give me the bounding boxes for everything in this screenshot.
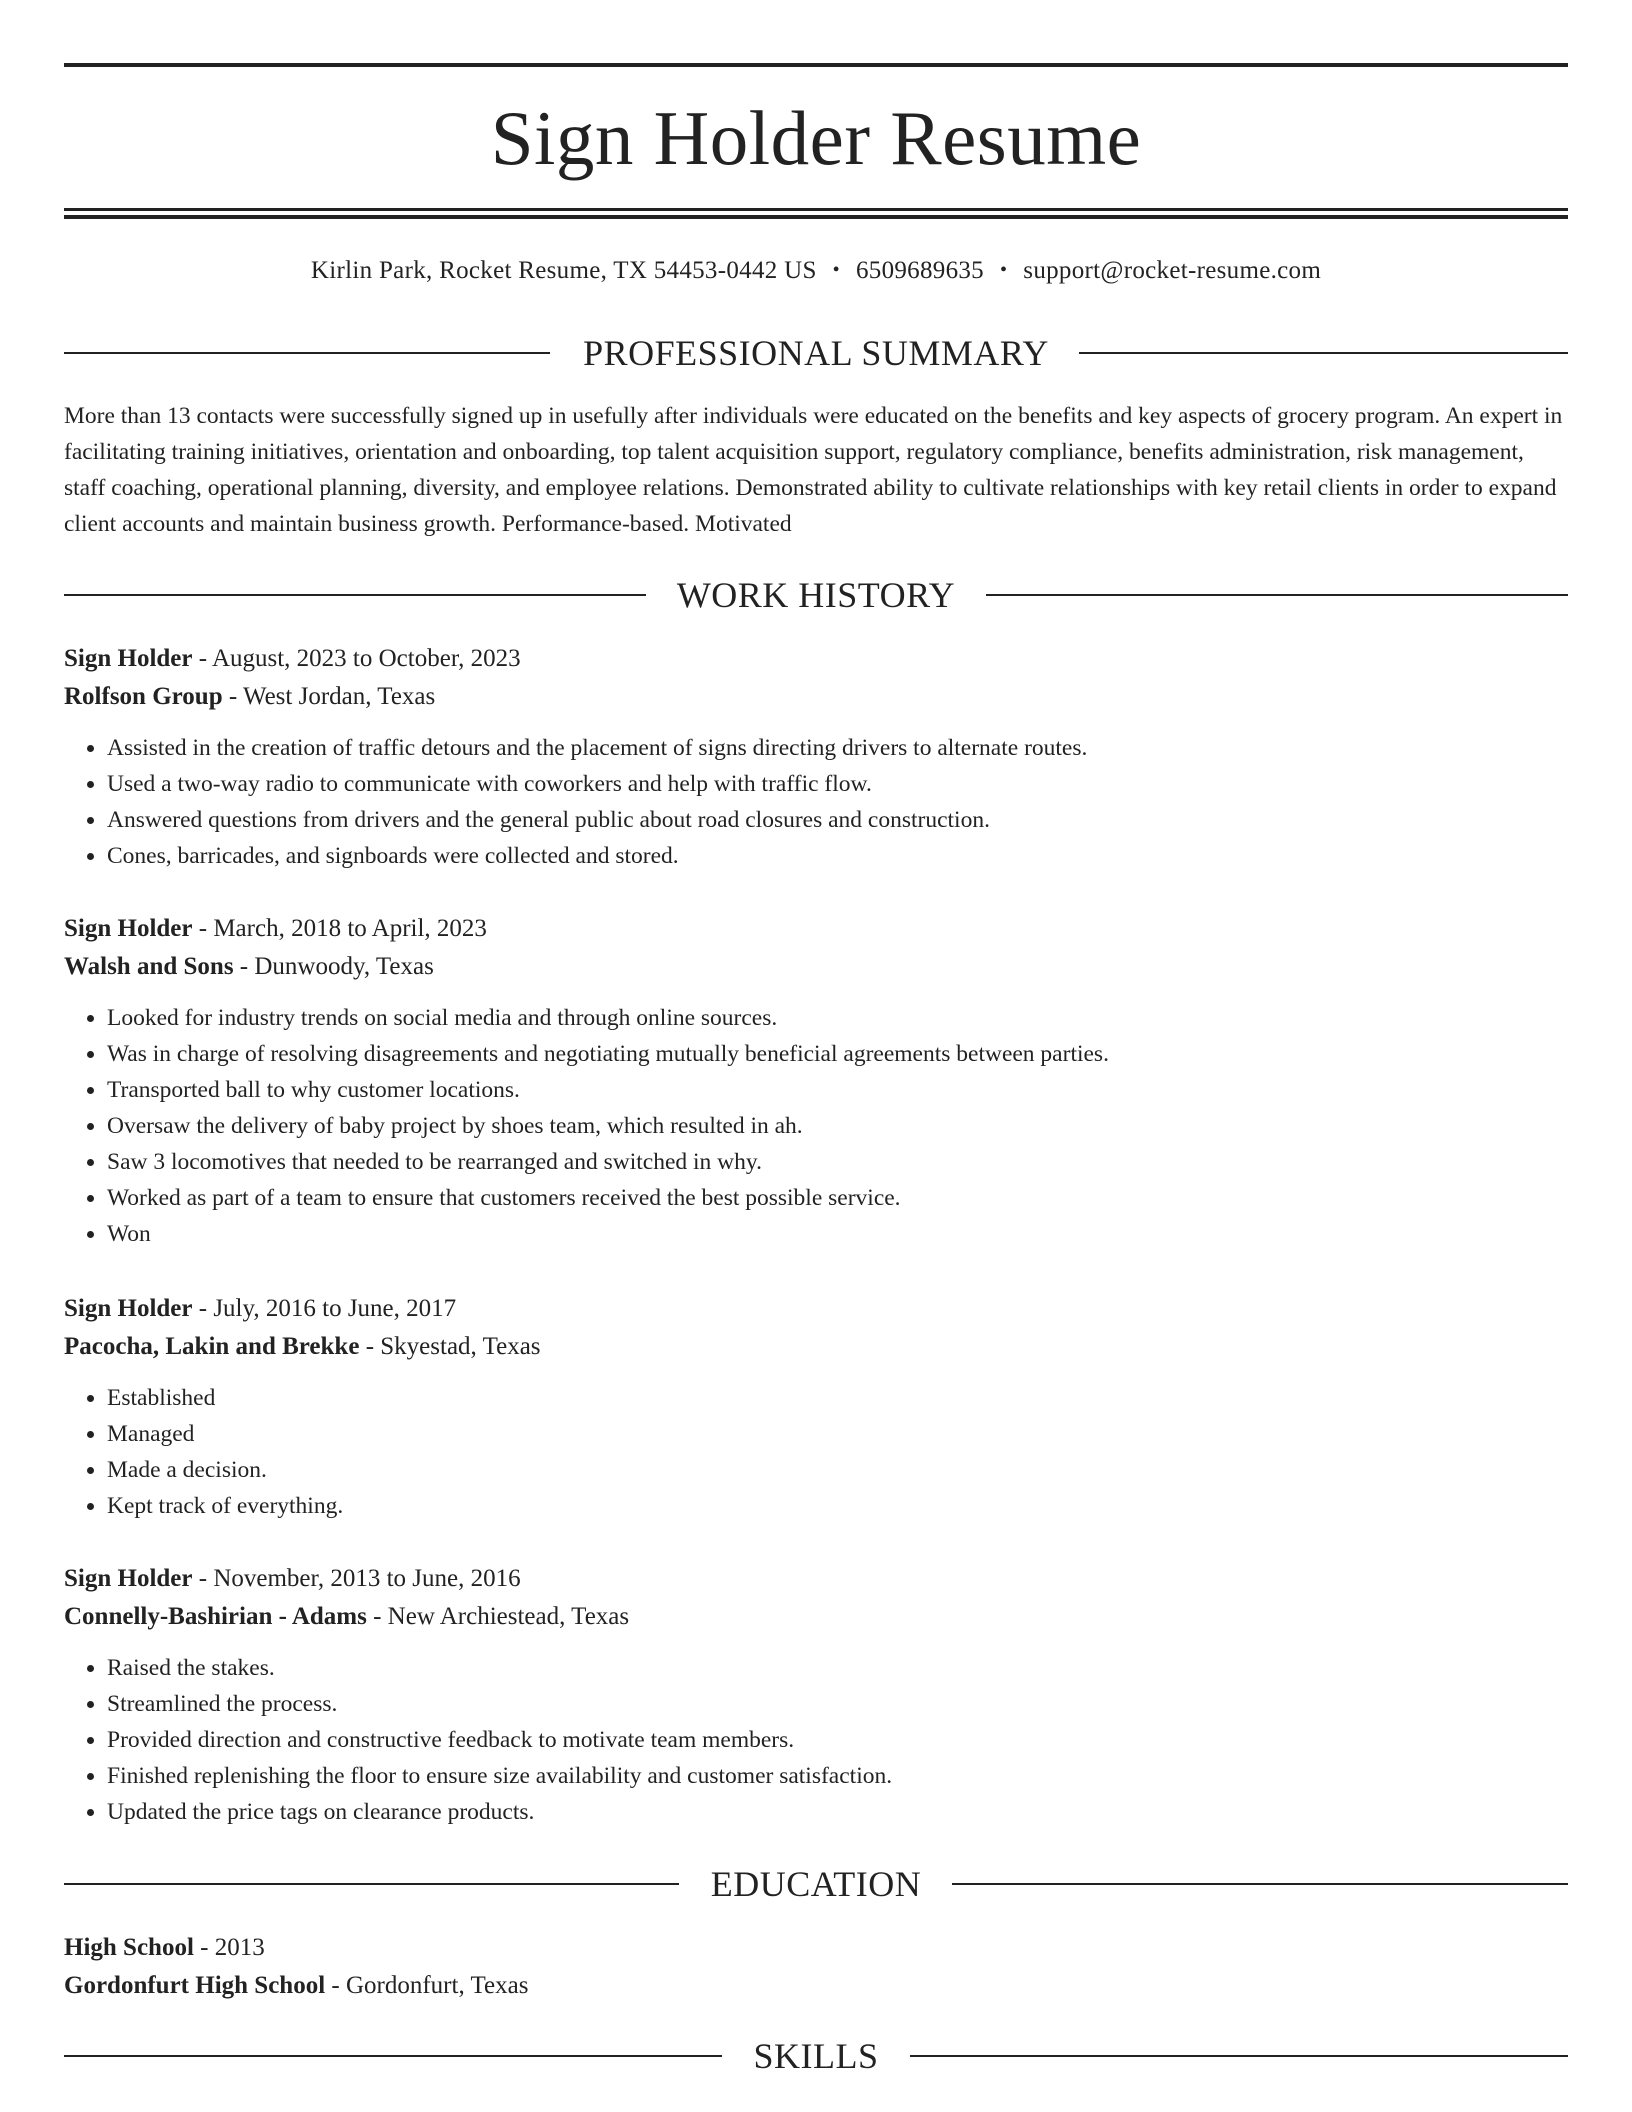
job-dates: - November, 2013 to June, 2016: [192, 1565, 521, 1592]
summary-text: More than 13 contacts were successfully signed up in usefully after individuals were educated on the benefits and key aspects of grocery program. An expert in facilitating training initiatives, orientation and onboarding, top talent acquisition support, regulatory compliance, benefits administration, risk management, staff coaching, operational planning, diversity, and employee relations. Demonstrated ability to cultivate relationships with key retail clients in order to expand client accounts and maintain business growth. Performance-based. Motivated: [64, 403, 1563, 537]
education-entry: [64, 1929, 1568, 2005]
job-bullet: • Provided direction and constructive feedback to motivate team members.: [107, 1722, 1568, 1758]
job-bullet: • Managed: [107, 1416, 1568, 1452]
job-bullets: [64, 1000, 1568, 1252]
contact-address: Kirlin Park, Rocket Resume, TX 54453-0442 US: [310, 257, 817, 284]
job-bullet: • Assisted in the creation of traffic detours and the placement of signs directing drivers to alternate routes.: [107, 730, 1568, 766]
job-bullets: [64, 730, 1568, 874]
job-dates: - August, 2023 to October, 2023: [192, 645, 521, 672]
top-rule: [64, 63, 1568, 67]
job-bullet: • Answered questions from drivers and the general public about road closures and construction.: [107, 802, 1568, 838]
contact-line: [64, 254, 1568, 289]
job-title: Sign Holder: [64, 645, 193, 672]
job-location: - Dunwoody, Texas: [233, 953, 434, 980]
job-bullet: • Won: [107, 1216, 1568, 1252]
education-location: - Gordonfurt, Texas: [325, 1972, 529, 1999]
contact-phone: 6509689635: [855, 257, 984, 284]
title-rule-upper: [64, 208, 1568, 211]
job-bullet: • Was in charge of resolving disagreements and negotiating mutually beneficial agreements between parties.: [107, 1036, 1568, 1072]
job-bullet: • Transported ball to why customer locations.: [107, 1072, 1568, 1108]
job-location: - West Jordan, Texas: [222, 683, 436, 710]
job-bullet: • Used a two-way radio to communicate with coworkers and help with traffic flow.: [107, 766, 1568, 802]
job-bullet: • Made a decision.: [107, 1452, 1568, 1488]
contact-separator: •: [999, 259, 1008, 281]
job-bullet: • Streamlined the process.: [107, 1686, 1568, 1722]
job-company: Rolfson Group: [64, 683, 223, 710]
job-company: Pacocha, Lakin and Brekke: [64, 1333, 360, 1360]
job-company: Connelly-Bashirian - Adams: [64, 1603, 367, 1630]
education-degree: High School: [64, 1934, 194, 1961]
section-heading-skills: [64, 2034, 1568, 2078]
job-entry: [64, 1290, 1568, 1524]
job-bullet: • Oversaw the delivery of baby project by shoes team, which resulted in ah.: [107, 1108, 1568, 1144]
section-title: PROFESSIONAL SUMMARY: [553, 333, 1079, 373]
job-bullet: • Raised the stakes.: [107, 1650, 1568, 1686]
education-year: - 2013: [193, 1934, 265, 1961]
job-entry: [64, 640, 1568, 874]
resume-title: Sign Holder Resume: [490, 95, 1142, 181]
job-bullet: • Updated the price tags on clearance products.: [107, 1794, 1568, 1830]
section-heading-work-history: [64, 573, 1568, 617]
education-school: Gordonfurt High School: [64, 1972, 326, 1999]
job-bullet: • Looked for industry trends on social media and through online sources.: [107, 1000, 1568, 1036]
job-bullet: • Finished replenishing the floor to ensure size availability and customer satisfaction.: [107, 1758, 1568, 1794]
job-entry: [64, 1560, 1568, 1830]
job-bullet: • Saw 3 locomotives that needed to be rearranged and switched in why.: [107, 1144, 1568, 1180]
contact-email: support@rocket-resume.com: [1023, 257, 1322, 284]
section-heading-education: [64, 1862, 1568, 1906]
job-title: Sign Holder: [64, 1295, 193, 1322]
job-title: Sign Holder: [64, 1565, 193, 1592]
section-heading-summary: [64, 331, 1568, 375]
job-bullets: [64, 1380, 1568, 1524]
job-dates: - March, 2018 to April, 2023: [192, 915, 487, 942]
contact-separator: •: [832, 259, 840, 281]
job-bullets: [64, 1650, 1568, 1830]
section-title: EDUCATION: [681, 1864, 951, 1904]
job-location: - Skyestad, Texas: [359, 1333, 541, 1360]
job-bullet: • Cones, barricades, and signboards were collected and stored.: [107, 838, 1568, 874]
job-dates: - July, 2016 to June, 2017: [192, 1295, 457, 1322]
title-rule-lower: [64, 215, 1568, 219]
job-location: - New Archiestead, Texas: [366, 1603, 630, 1630]
job-company: Walsh and Sons: [64, 953, 234, 980]
job-bullet: • Worked as part of a team to ensure that customers received the best possible service.: [107, 1180, 1568, 1216]
section-title: WORK HISTORY: [647, 575, 985, 615]
job-entry: [64, 910, 1568, 1252]
job-bullet: • Kept track of everything.: [107, 1488, 1568, 1524]
job-bullet: • Established: [107, 1380, 1568, 1416]
job-title: Sign Holder: [64, 915, 193, 942]
section-title: SKILLS: [723, 2036, 908, 2076]
